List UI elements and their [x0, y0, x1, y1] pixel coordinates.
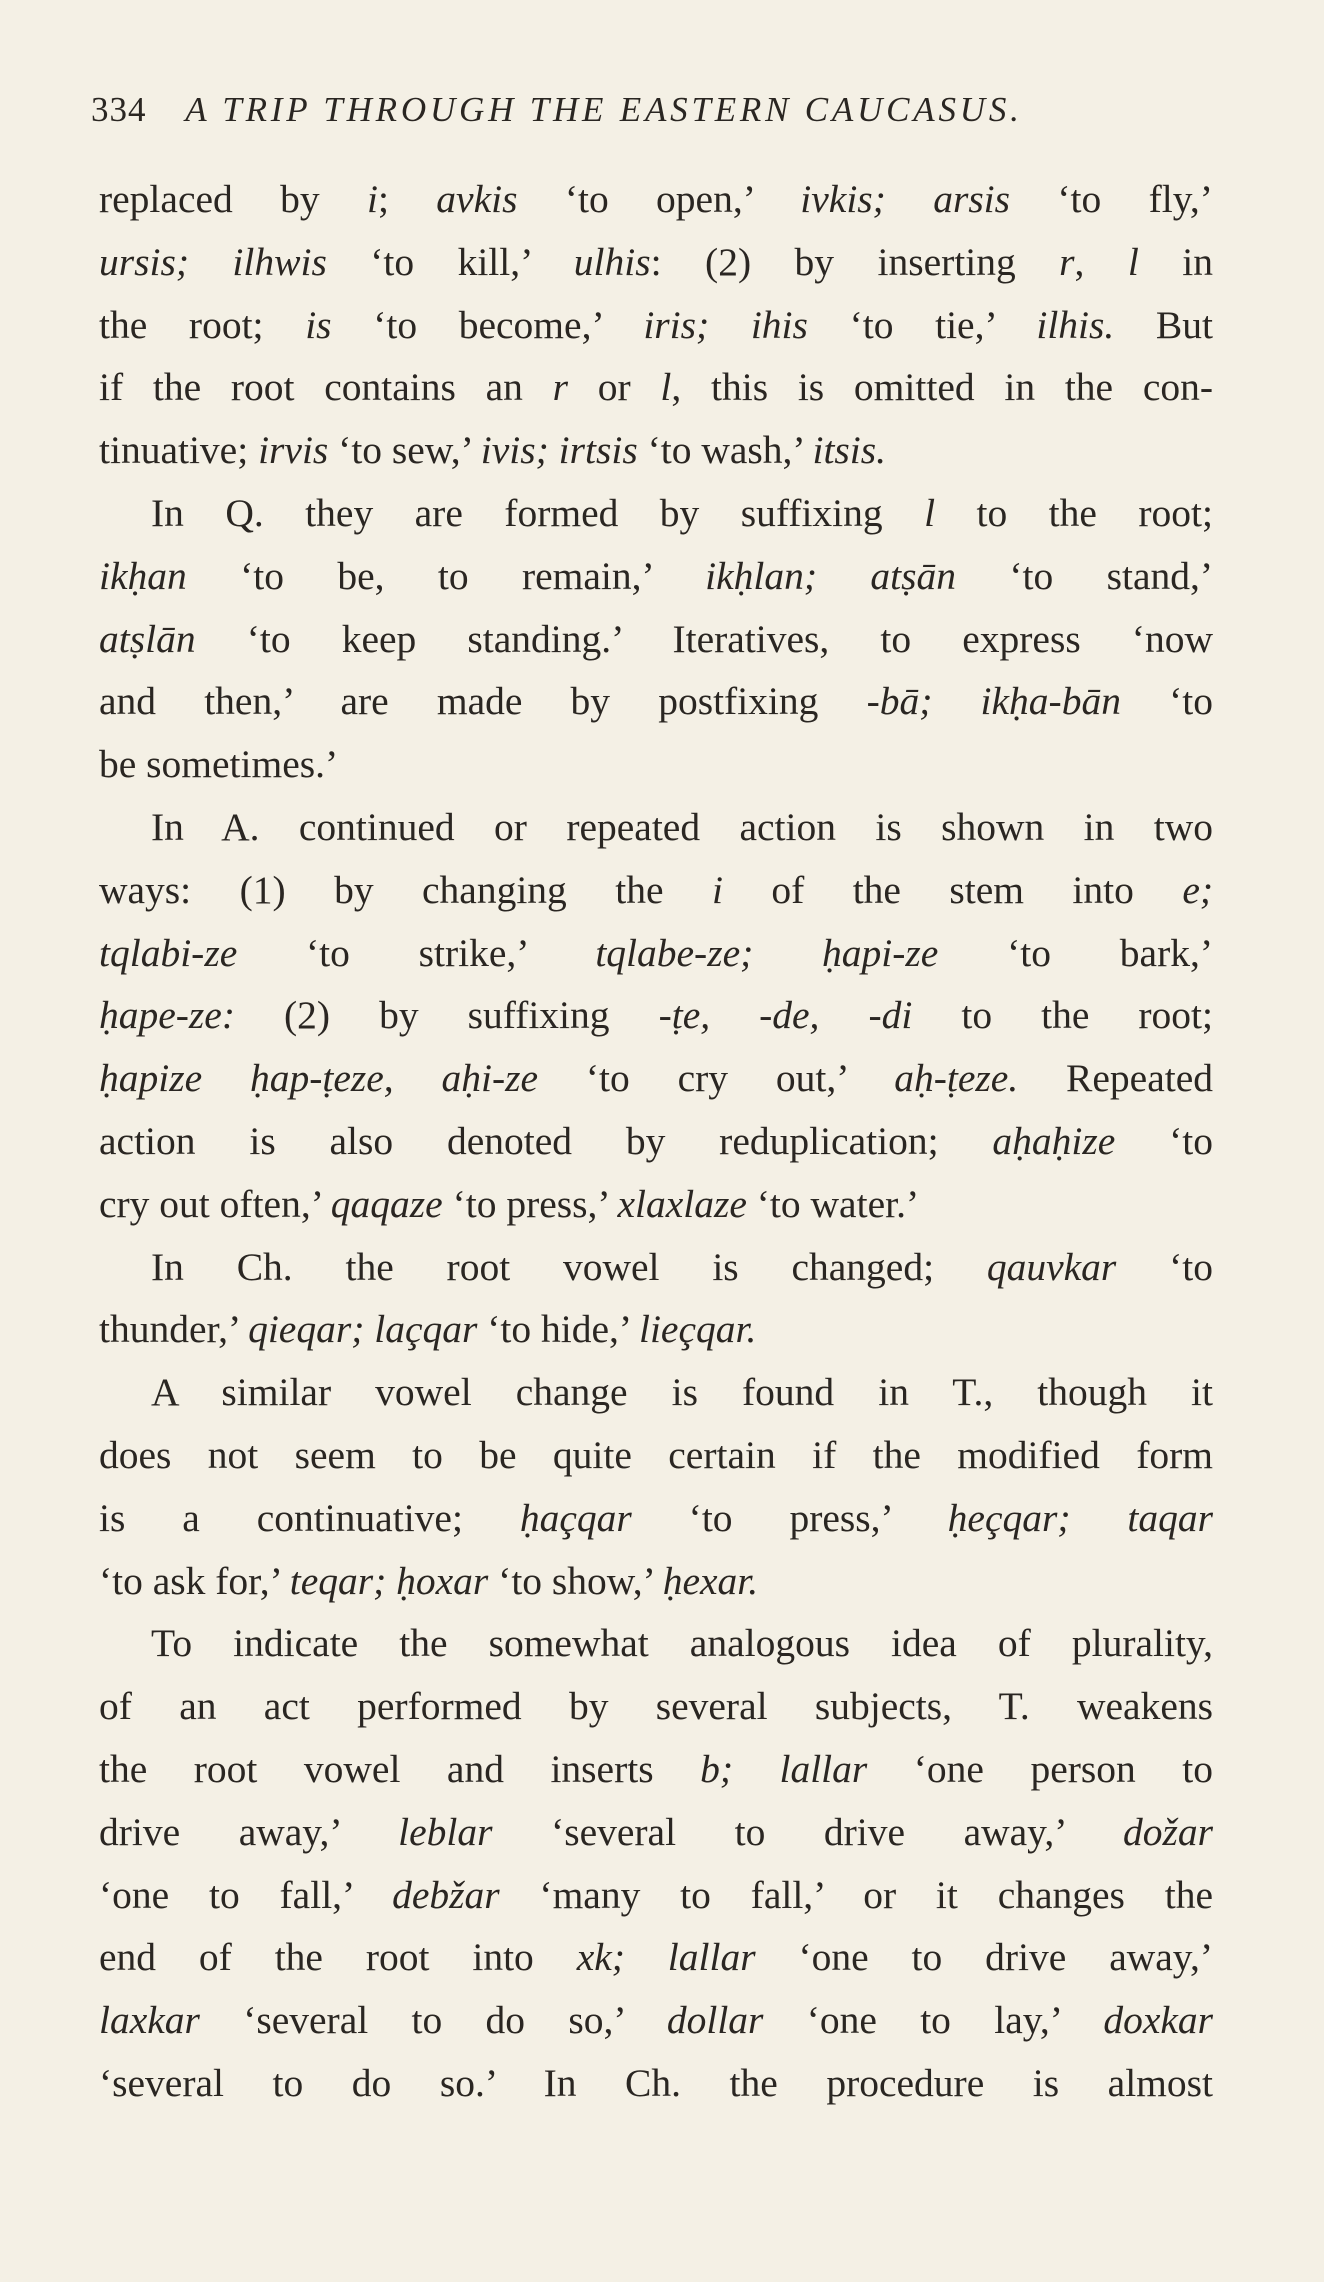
text-line — [99, 1236, 1213, 1299]
italic-term: qauvkar — [986, 1244, 1117, 1289]
text-run: replaced by — [99, 177, 367, 221]
text-run: ‘to show,’ — [488, 1558, 663, 1603]
text-run: ‘to become,’ — [331, 302, 644, 347]
text-line — [99, 1487, 1213, 1550]
text-line — [99, 1989, 1213, 2052]
italic-term: -bā; ikḥa-bān — [866, 679, 1121, 724]
italic-term: b; lallar — [700, 1746, 868, 1791]
text-run: ‘to stand,’ — [955, 553, 1213, 598]
text-line — [99, 1801, 1213, 1864]
text-run: of an act performed by several subjects, T. weakens — [99, 1684, 1213, 1729]
text-run: In Q. they are formed by suffixing — [151, 490, 925, 535]
italic-term: l — [1127, 239, 1139, 284]
italic-term: debžar — [392, 1872, 500, 1917]
text-line — [99, 1424, 1213, 1487]
text-run: does not seem to be quite certain if the modified form — [99, 1432, 1213, 1477]
text-run: to the root; — [912, 993, 1213, 1038]
text-line — [99, 168, 1213, 231]
text-run: ‘to keep standing.’ Iteratives, to express ‘now — [195, 616, 1213, 661]
italic-term: l — [660, 365, 672, 410]
text-run: ‘several to do so,’ — [199, 1998, 667, 2043]
text-run: ‘to strike,’ — [237, 930, 596, 975]
text-run: ‘to hide,’ — [477, 1307, 639, 1352]
italic-term: itsis. — [812, 428, 887, 473]
italic-term: atṣlān — [99, 616, 196, 661]
italic-term: i — [711, 867, 723, 912]
text-run: thunder,’ — [99, 1307, 249, 1352]
text-run: of the stem into — [722, 867, 1183, 912]
text-run: ‘several to do so.’ In Ch. the procedure is almost — [99, 2060, 1213, 2105]
text-run: In Ch. the root vowel is changed; — [151, 1244, 987, 1289]
text-run: ways: (1) by changing the — [99, 867, 712, 912]
text-run: ; — [377, 177, 437, 221]
text-run: ‘to cry out,’ — [538, 1056, 895, 1101]
text-line — [99, 1047, 1213, 1110]
text-line — [99, 1298, 1213, 1361]
italic-term: is — [305, 302, 332, 347]
italic-term: qaqaze — [330, 1181, 443, 1226]
text-run: ‘to wash,’ — [637, 428, 813, 473]
text-run: ‘to — [1115, 1118, 1213, 1163]
italic-term: lieçqar. — [638, 1307, 757, 1352]
italic-term: iris; ihis — [643, 302, 808, 347]
text-run: end of the root into — [99, 1935, 577, 1980]
text-run: the root vowel and inserts — [99, 1746, 701, 1791]
text-run: , this is omitted in the con- — [671, 365, 1213, 410]
text-run: ‘several to drive away,’ — [492, 1809, 1123, 1854]
italic-term: irvis — [258, 428, 329, 473]
text-run: drive away,’ — [99, 1809, 399, 1854]
text-run: the root; — [99, 302, 306, 347]
italic-term: ḥaçqar — [519, 1495, 632, 1540]
text-run: ‘to press,’ — [631, 1495, 948, 1540]
italic-term: qieqar; laçqar — [248, 1307, 478, 1352]
text-run: ‘to fly,’ — [1010, 177, 1213, 221]
text-run: ‘one to fall,’ — [99, 1872, 393, 1917]
text-line — [99, 2052, 1213, 2115]
text-line — [99, 1110, 1213, 1173]
italic-term: ikḥlan; atṣān — [705, 553, 956, 598]
italic-term: ikḥan — [99, 553, 187, 598]
italic-term: aḥ-ṭeze. — [894, 1056, 1019, 1101]
text-run: ‘to kill,’ — [326, 239, 574, 284]
italic-term: r — [1059, 239, 1075, 284]
page-number: 334 — [91, 90, 147, 129]
text-run: ‘one to lay,’ — [763, 1998, 1104, 2043]
text-line — [99, 608, 1213, 671]
text-run: A similar vowel change is found in T., though it — [151, 1370, 1213, 1415]
text-run: ‘to press,’ — [442, 1181, 618, 1226]
text-line — [99, 1612, 1213, 1675]
italic-term: tqlabe-ze; ḥapi-ze — [595, 930, 939, 975]
italic-term: aḥaḥize — [992, 1118, 1116, 1163]
text-run: (2) by suffixing — [235, 993, 659, 1038]
text-line — [99, 670, 1213, 733]
text-run: ‘to tie,’ — [807, 302, 1037, 347]
italic-term: ursis; ilhwis — [99, 239, 327, 284]
text-run: ‘to ask for,’ — [99, 1558, 290, 1603]
text-line — [99, 1864, 1213, 1927]
text-line — [99, 231, 1213, 294]
italic-term: l — [924, 490, 936, 535]
text-line — [99, 1738, 1213, 1801]
italic-term: xlaxlaze — [617, 1181, 747, 1226]
text-line — [99, 545, 1213, 608]
text-line — [99, 1173, 1213, 1236]
text-run: or — [568, 365, 661, 410]
text-run: and then,’ are made by postfixing — [99, 679, 867, 724]
text-line — [99, 482, 1213, 545]
italic-term: ḥape-ze: — [99, 993, 235, 1038]
italic-term: dollar — [666, 1998, 764, 2043]
text-run: : (2) by inserting — [650, 239, 1060, 284]
text-line — [99, 1926, 1213, 1989]
text-run: cry out often,’ — [99, 1181, 331, 1226]
text-run: Repeated — [1018, 1056, 1213, 1101]
text-line — [99, 922, 1213, 985]
text-run: ‘one to drive away,’ — [755, 1935, 1213, 1980]
italic-term: dožar — [1123, 1809, 1213, 1854]
text-run: ‘to — [1120, 679, 1213, 724]
italic-term: ivkis; arsis — [800, 177, 1011, 221]
text-line — [99, 796, 1213, 859]
text-run: But — [1114, 302, 1213, 347]
text-run: in — [1138, 239, 1213, 284]
text-run: to the root; — [935, 490, 1213, 535]
text-line — [99, 356, 1213, 419]
italic-term: i — [366, 177, 378, 221]
text-run: In A. continued or repeated action is shown in two — [151, 804, 1213, 849]
text-line — [99, 1675, 1213, 1738]
text-run: be sometimes.’ — [99, 742, 339, 787]
text-run: ‘to open,’ — [517, 177, 801, 221]
text-line — [99, 733, 1213, 796]
text-run: is a continuative; — [99, 1495, 520, 1540]
italic-term: -ṭe, -de, -di — [658, 993, 913, 1038]
italic-term: laxkar — [99, 1998, 200, 2043]
italic-term: xk; lallar — [576, 1935, 756, 1980]
italic-term: ulhis — [573, 239, 651, 284]
italic-term: avkis — [436, 177, 518, 221]
italic-term: ivis; irtsis — [480, 428, 638, 473]
text-run: ‘to bark,’ — [938, 930, 1213, 975]
text-run: , — [1074, 239, 1128, 284]
text-line — [99, 859, 1213, 922]
italic-term: e; — [1182, 867, 1213, 912]
italic-term: ilhis. — [1036, 302, 1115, 347]
text-run: ‘to be, to remain,’ — [186, 553, 706, 598]
text-run: if the root contains an — [99, 365, 553, 410]
text-run: ‘many to fall,’ or it changes the — [499, 1872, 1213, 1917]
italic-term: tqlabi-ze — [99, 930, 238, 975]
body-text — [99, 168, 1213, 2115]
text-run: ‘one person to — [867, 1746, 1213, 1791]
italic-term: ḥeçqar; taqar — [947, 1495, 1213, 1540]
running-title: A TRIP THROUGH THE EASTERN CAUCASUS. — [185, 90, 1023, 129]
text-run: ‘to water.’ — [746, 1181, 920, 1226]
italic-term: ḥexar. — [662, 1558, 759, 1603]
text-line — [99, 1550, 1213, 1613]
text-run: tinuative; — [99, 428, 259, 473]
italic-term: r — [552, 365, 569, 410]
italic-term: doxkar — [1103, 1998, 1213, 2043]
italic-term: leblar — [398, 1809, 493, 1854]
text-run: ‘to sew,’ — [328, 428, 481, 473]
italic-term: ḥapize ḥap-ṭeze, aḥi-ze — [99, 1056, 539, 1101]
text-line — [99, 984, 1213, 1047]
text-run: ‘to — [1116, 1244, 1213, 1289]
italic-term: teqar; ḥoxar — [289, 1558, 489, 1603]
text-line — [99, 294, 1213, 357]
text-line — [99, 1361, 1213, 1424]
text-run: To indicate the somewhat analogous idea of plurality, — [151, 1621, 1213, 1666]
text-run: action is also denoted by reduplication; — [99, 1118, 993, 1163]
text-line — [99, 419, 1213, 482]
page-header — [91, 86, 1211, 134]
